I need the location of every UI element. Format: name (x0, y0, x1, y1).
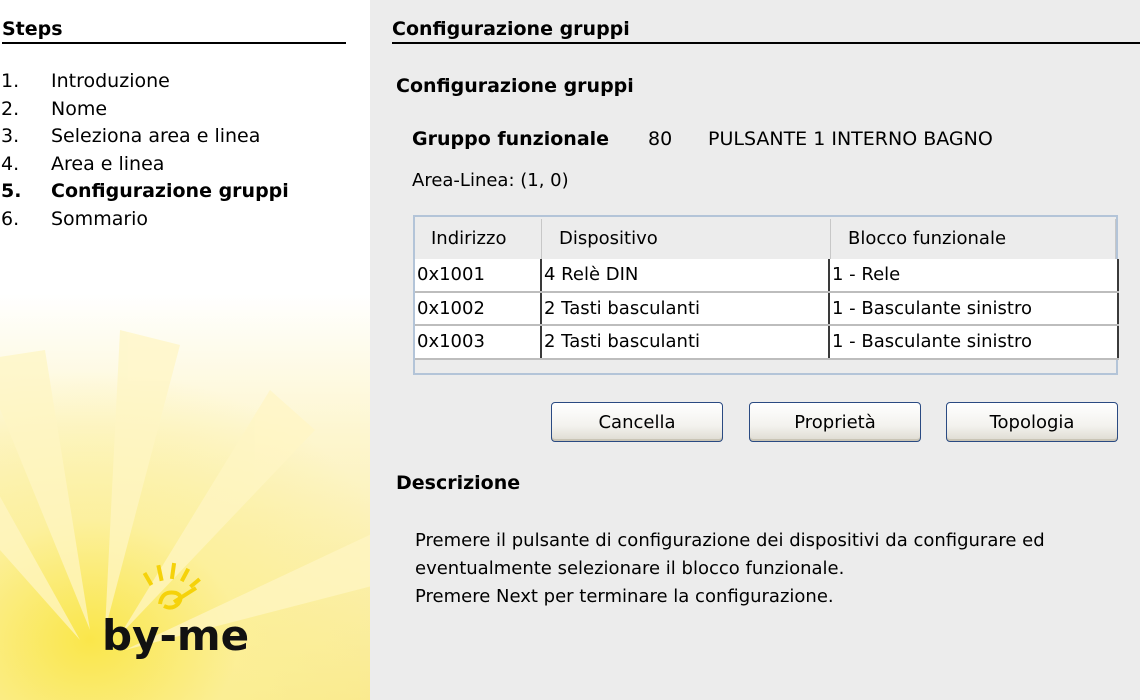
column-header-blocco-funzionale[interactable]: Blocco funzionale (832, 219, 1116, 259)
step-number: 5. (1, 180, 22, 202)
table-row[interactable] (415, 293, 1119, 327)
cell-dispositivo: 2 Tasti basculanti (542, 326, 830, 358)
cell-indirizzo: 0x1001 (415, 259, 542, 291)
cell-blocco-funzionale[interactable]: 1 - Basculante sinistro (830, 326, 1119, 358)
step-label: Seleziona area e linea (51, 125, 261, 147)
topologia-button[interactable]: Topologia (946, 402, 1118, 442)
table-row[interactable] (415, 259, 1119, 293)
configuration-panel (370, 0, 1140, 700)
by-me-logo (100, 560, 270, 660)
step-label: Nome (51, 97, 108, 120)
step-label: Area e linea (51, 152, 165, 175)
column-header-indirizzo[interactable]: Indirizzo (417, 219, 542, 259)
descrizione-line: Premere il pulsante di configurazione dei dispositivi da configurare ed (415, 530, 1045, 551)
step-number: 1. (1, 70, 20, 92)
logo-text: by-me (102, 611, 250, 660)
step-item-sommario (0, 206, 289, 234)
descrizione-text (415, 527, 1045, 611)
step-label: Introduzione (51, 70, 170, 92)
cancella-button[interactable]: Cancella (551, 402, 723, 442)
descrizione-line: Premere Next per terminare la configurazione. (415, 586, 834, 607)
area-linea-label: Area-Linea: (1, 0) (412, 170, 569, 191)
step-label: Sommario (51, 207, 149, 230)
step-item-introduzione (0, 68, 289, 96)
step-item-configurazione-gruppi (0, 178, 289, 206)
column-header-dispositivo[interactable]: Dispositivo (543, 219, 831, 259)
step-number: 4. (1, 152, 20, 175)
step-item-area-linea (0, 151, 289, 179)
cell-blocco-funzionale[interactable]: 1 - Basculante sinistro (830, 293, 1119, 325)
cell-indirizzo: 0x1002 (415, 293, 542, 325)
step-item-nome (0, 96, 289, 124)
proprieta-button[interactable]: Proprietà (749, 402, 921, 442)
steps-title: Steps (2, 18, 346, 44)
table-body (415, 259, 1119, 360)
gruppo-name: PULSANTE 1 INTERNO BAGNO (708, 128, 993, 150)
step-number: 6. (1, 207, 20, 230)
step-label: Configurazione gruppi (51, 180, 289, 202)
section-title: Configurazione gruppi (396, 75, 634, 97)
step-item-seleziona-area (0, 123, 289, 151)
steps-list (0, 68, 289, 233)
descrizione-line: eventualmente selezionare il blocco funzionale. (415, 558, 845, 579)
step-number: 2. (1, 97, 20, 120)
cell-dispositivo: 4 Relè DIN (542, 259, 830, 291)
cell-dispositivo: 2 Tasti basculanti (542, 293, 830, 325)
table-row[interactable] (415, 326, 1119, 360)
cell-indirizzo: 0x1003 (415, 326, 542, 358)
descrizione-title: Descrizione (396, 472, 521, 494)
table-header (417, 219, 1114, 260)
cell-blocco-funzionale[interactable]: 1 - Rele (830, 259, 1119, 291)
page-title: Configurazione gruppi (392, 18, 1140, 44)
steps-panel (0, 0, 370, 700)
gruppo-number: 80 (648, 128, 673, 150)
gruppo-funzionale-row (412, 128, 993, 150)
devices-table (413, 215, 1118, 375)
step-number: 3. (1, 125, 20, 147)
gruppo-label: Gruppo funzionale (412, 128, 610, 150)
